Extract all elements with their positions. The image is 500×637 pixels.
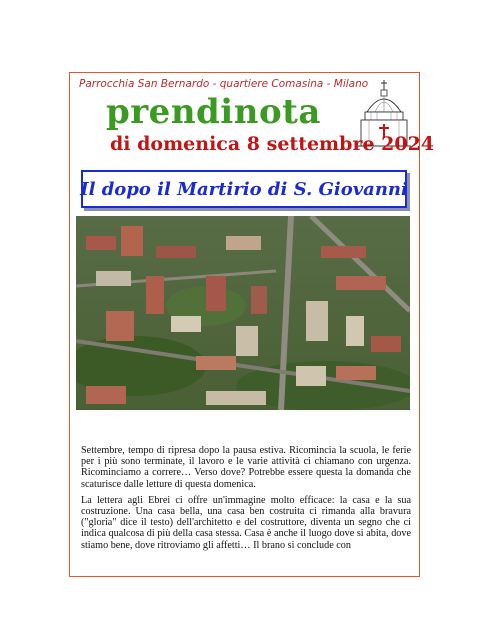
paragraph-1: Settembre, tempo di ripresa dopo la pausa estiva. Ricomincia la scuola, le ferie per i più sono terminate, il lavoro e le varie attività ci chiamano con urgenza. Ricominciamo a correre… Verso dove? Potrebbe essere questa la domanda che scaturisce dalle letture di questa domenica. <box>81 445 411 490</box>
masthead-title: prendinota <box>106 92 321 132</box>
article-body <box>81 445 411 556</box>
article-title: Il dopo il Martirio di S. Giovanni <box>80 178 408 200</box>
parish-name: Parrocchia San Bernardo - quartiere Comasina - Milano <box>79 78 369 90</box>
issue-date: di domenica 8 settembre 2024 <box>110 133 435 155</box>
article-title-box <box>81 170 407 208</box>
aerial-photo <box>76 216 410 410</box>
paragraph-2: La lettera agli Ebrei ci offre un'immagine molto efficace: la casa e la sua costruzione. Una casa bella, una casa ben costruita ci rimanda alla bravura ("gloria" dice il testo) dell'architetto e del costruttore, diventa un segno che ci indica qualcosa di più della casa stessa. Casa è anche il luogo dove si abita, dove stiamo bene, dove ritroviamo gli affetti… Il brano si conclude con <box>81 494 411 551</box>
